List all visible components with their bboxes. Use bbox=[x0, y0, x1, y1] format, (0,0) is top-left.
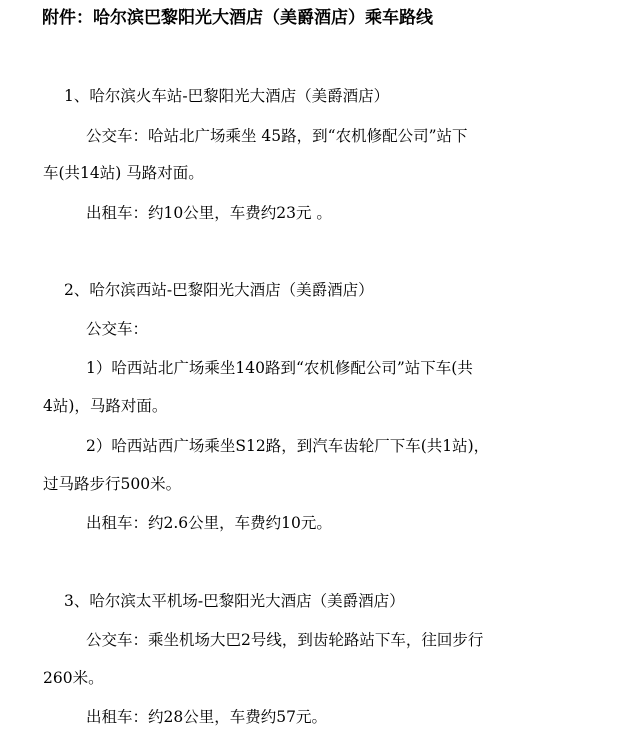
section-3-taxi: 出租车：约28公里，车费约57元。 bbox=[86, 708, 327, 726]
section-2-route-2-line-2: 过马路步行500米。 bbox=[43, 475, 182, 493]
section-2-taxi: 出租车：约2.6公里，车费约10元。 bbox=[86, 514, 332, 532]
section-1-taxi: 出租车：约10公里，车费约23元 。 bbox=[86, 204, 332, 222]
section-3-bus-line-2: 260米。 bbox=[43, 669, 104, 687]
section-2-route-2-line-1: 2）哈西站西广场乘坐S12路，到汽车齿轮厂下车(共1站)， bbox=[86, 437, 490, 455]
section-2-route-1-line-1: 1）哈西站北广场乘坐140路到“农机修配公司”站下车(共 bbox=[86, 359, 473, 377]
section-3-bus-line-1: 公交车：乘坐机场大巴2号线，到齿轮路站下车，往回步行 bbox=[86, 631, 484, 649]
section-1-heading: 1、哈尔滨火车站-巴黎阳光大酒店（美爵酒店） bbox=[64, 87, 390, 105]
document-title: 附件：哈尔滨巴黎阳光大酒店（美爵酒店）乘车路线 bbox=[42, 8, 433, 28]
section-2-heading: 2、哈尔滨西站-巴黎阳光大酒店（美爵酒店） bbox=[64, 281, 374, 299]
section-3-heading: 3、哈尔滨太平机场-巴黎阳光大酒店（美爵酒店） bbox=[64, 592, 405, 610]
section-1-bus-line-2: 车(共14站) 马路对面。 bbox=[43, 164, 204, 182]
section-2-route-1-line-2: 4站)，马路对面。 bbox=[43, 397, 168, 415]
section-1-bus-line-1: 公交车：哈站北广场乘坐 45路，到“农机修配公司”站下 bbox=[86, 127, 468, 145]
section-2-bus-label: 公交车： bbox=[86, 320, 149, 338]
